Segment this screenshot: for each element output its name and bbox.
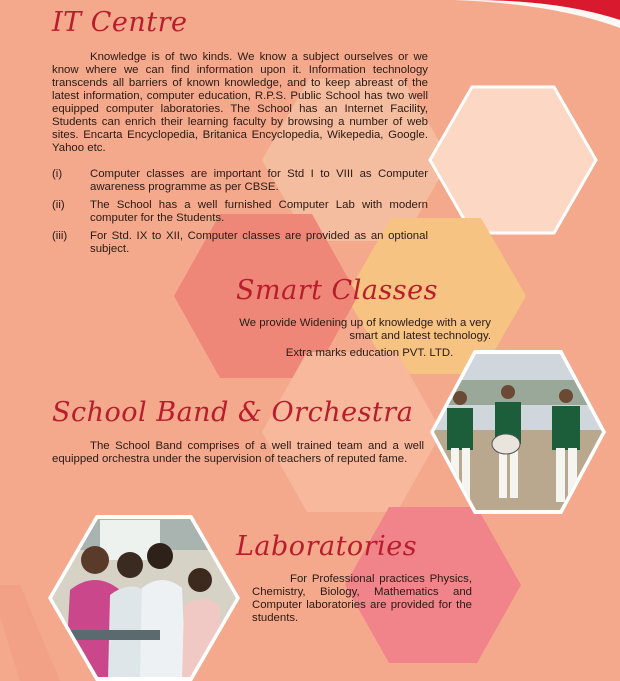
it-centre-points xyxy=(52,168,428,261)
list-item-text: For Std. IX to XII, Computer classes are provided as an optional subject. xyxy=(90,230,428,255)
list-item-number: (i) xyxy=(52,168,63,180)
list-item-text: The School has a well furnished Computer Lab with modern computer for the Students. xyxy=(90,199,428,224)
it-centre-intro: Knowledge is of two kinds. We know a subject ourselves or we know where we can find information upon it. Information technology transcends all barriers of known knowledge, and to keep abreast of the latest information, computer education, R.P.S. Public School has two well equipped computer laboratories. The School has an Internet Facility, Students can enrich their learning faculty by browsing a number of web sites. Encarta Encyclopedia, Britanica Encyclopedia, Wikepedia, Google. Yahoo etc. xyxy=(52,51,428,154)
band-text: The School Band comprises of a well trained team and a well equipped orchestra under the supervision of teachers of reputed fame. xyxy=(52,440,424,465)
band-title: School Band & Orchestra xyxy=(52,397,414,428)
list-item-text: Computer classes are important for Std I to VIII as Computer awareness programme as per CBSE. xyxy=(90,168,428,193)
lab-photo xyxy=(40,510,250,681)
list-item xyxy=(52,199,428,225)
laboratories-title: Laboratories xyxy=(236,531,418,562)
it-centre-title: IT Centre xyxy=(52,7,188,38)
laboratories-text: For Professional practices Physics, Chemistry, Biology, Mathematics and Computer laboratories are provided for the students. xyxy=(252,573,472,624)
list-item xyxy=(52,230,428,256)
hexagon-shape xyxy=(430,87,596,233)
list-item-number: (iii) xyxy=(52,230,68,242)
smart-classes-title: Smart Classes xyxy=(236,275,438,306)
smart-classes-provider: Extra marks education PVT. LTD. xyxy=(285,347,454,359)
list-item xyxy=(52,168,428,194)
list-item-number: (ii) xyxy=(52,199,65,211)
smart-classes-text: We provide Widening up of knowledge with a very smart and latest technology. xyxy=(239,317,491,342)
